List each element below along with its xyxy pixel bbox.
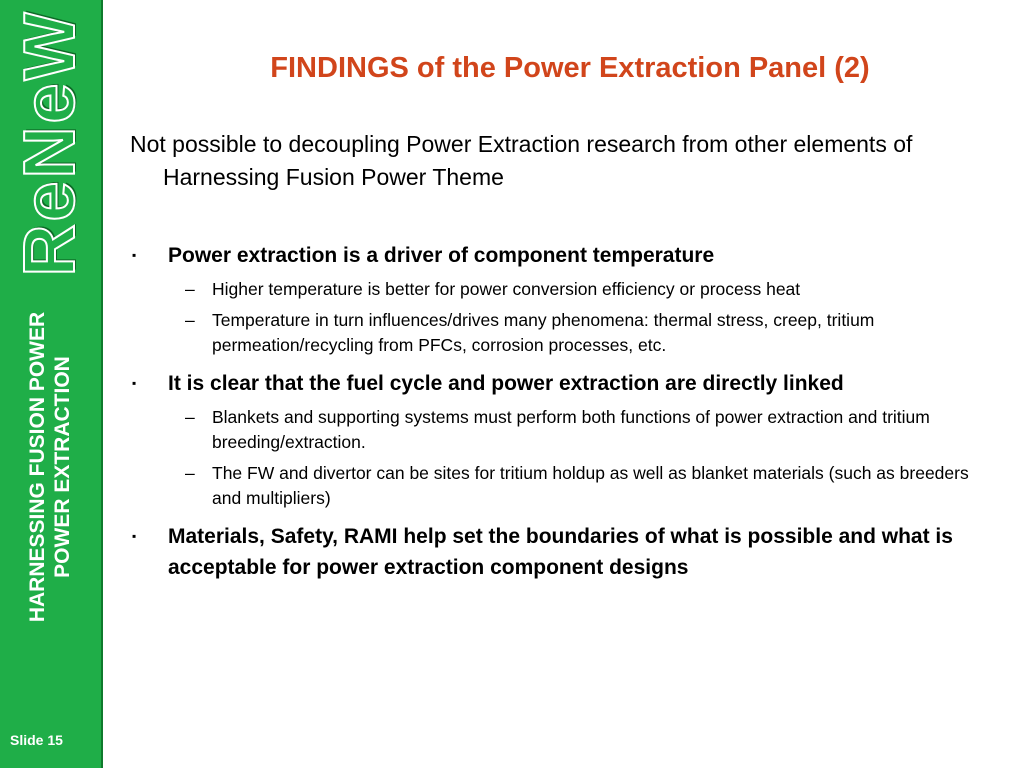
sub-bullet-text: Blankets and supporting systems must perform both functions of power extraction and tritium breeding/extraction. xyxy=(212,407,930,452)
theme-label xyxy=(25,312,75,622)
slide-number: Slide 15 xyxy=(10,732,63,748)
bullet-list xyxy=(130,240,1000,583)
bullet-marker: ▪ xyxy=(132,376,137,390)
sub-bullet-item xyxy=(130,277,1000,302)
theme-label-line1: HARNESSING FUSION POWER xyxy=(26,311,49,623)
bullet-text: Materials, Safety, RAMI help set the boundaries of what is possible and what is acceptable for power extraction component designs xyxy=(168,525,953,579)
dash-marker: – xyxy=(185,407,195,427)
dash-marker: – xyxy=(185,310,195,330)
bullet-item xyxy=(130,240,1000,271)
intro-text: Not possible to decoupling Power Extraction research from other elements of Harnessing Fusion Power Theme xyxy=(130,131,913,190)
bullet-item xyxy=(130,521,1000,583)
sub-bullet-item xyxy=(130,405,1000,455)
sub-bullet-text: The FW and divertor can be sites for tritium holdup as well as blanket materials (such as breeders and multipliers) xyxy=(212,463,969,508)
bullet-marker: ▪ xyxy=(132,248,137,262)
bullet-item xyxy=(130,368,1000,399)
sidebar-divider xyxy=(101,0,103,768)
sub-bullet-item xyxy=(130,461,1000,511)
sub-bullet-text: Higher temperature is better for power conversion efficiency or process heat xyxy=(212,279,801,299)
sub-bullet-item xyxy=(130,308,1000,358)
bullet-text: It is clear that the fuel cycle and power extraction are directly linked xyxy=(168,372,844,395)
renew-logo: ReNeW xyxy=(10,9,90,277)
dash-marker: – xyxy=(185,463,195,483)
sub-bullet-text: Temperature in turn influences/drives many phenomena: thermal stress, creep, tritium permeation/recycling from PFCs, corrosion processes, etc. xyxy=(212,310,875,355)
bullet-marker: ▪ xyxy=(132,529,137,543)
dash-marker: – xyxy=(185,279,195,299)
bullet-text: Power extraction is a driver of component temperature xyxy=(168,244,715,267)
theme-label-line2: POWER EXTRACTION xyxy=(51,356,74,578)
slide-title: FINDINGS of the Power Extraction Panel (2) xyxy=(270,52,870,84)
